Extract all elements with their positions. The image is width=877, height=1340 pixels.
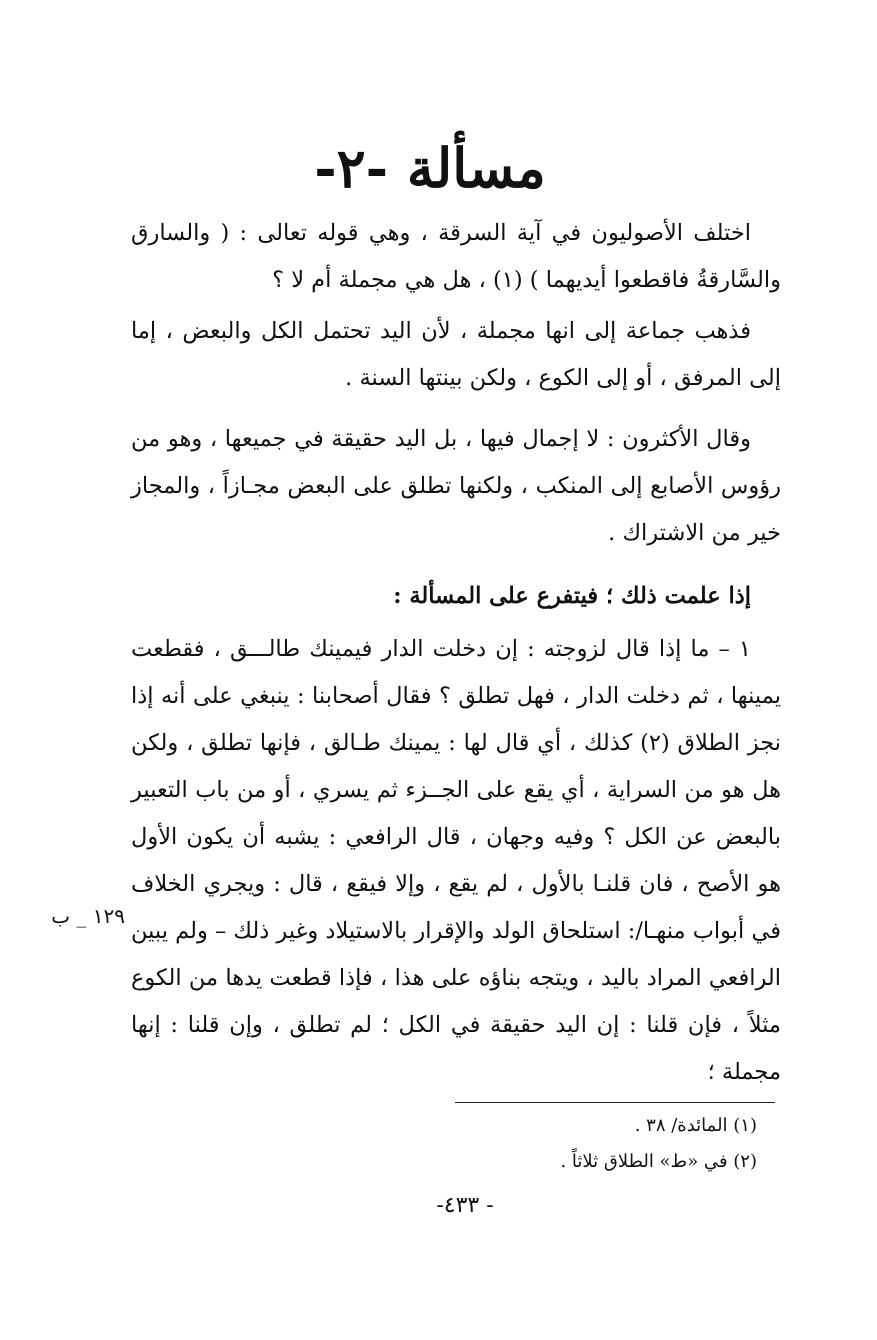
page-number: - ٤٣٣- <box>436 1193 494 1218</box>
paragraph-4: ١ – ما إذا قال لزوجته : إن دخلت الدار فيمينك طالـــق ، فقطعت يمينها ، ثم دخلت الدار ، فهل تطلق ؟ فقال أصحابنا : ينبغي على أنه إذا نجز الطلاق (٢) كذلك ، أي قال لها : يمينك طـالق ، فإنها تطلق ، ولكن هل هو من السراية ، أي يقع على الجــزء ثم يسري ، أو من باب التعبير بالبعض عن الكل ؟ وفيه وجهان ، قال الرافعي : يشبه أن يكون الأول هو الأصح ، فان قلنـا بالأول ، لم يقع ، وإلا فيقع ، قال : ويجري الخلاف في أبواب منهـا/: استلحاق الولد والإقرار بالاستيلاد وغير ذلك – ولم يبين الرافعي المراد باليد ، ويتجه بناؤه على هذا ، فإذا قطعت يدها من الكوع مثلاً ، فإن قلنا : إن اليد حقيقة في الكل ؛ لم تطلق ، وإن قلنا : إنها مجملة ؛ <box>131 636 781 1085</box>
paragraph-2: فذهب جماعة إلى انها مجملة ، لأن اليد تحتمل الكل والبعض ، إما إلى المرفق ، أو إلى الكوع ، ولكن بينتها السنة . <box>131 318 781 391</box>
footnotes <box>437 1108 757 1180</box>
footnote-divider <box>455 1102 775 1103</box>
paragraph-3: وقال الأكثرون : لا إجمال فيها ، بل اليد حقيقة في جميعها ، وهو من رؤوس الأصابع إلى المنكب ، ولكنها تطلق على البعض مجـازاً ، والمجاز خير من الاشتراك . <box>131 426 781 546</box>
margin-folio-reference: ١٢٩ _ ب <box>51 904 125 928</box>
page-title: مسألة -٢- <box>314 136 546 200</box>
footnote-1: (١) المائدة/ ٣٨ . <box>634 1115 757 1136</box>
body-text <box>131 210 781 1096</box>
section-heading: إذا علمت ذلك ؛ فيتفرع على المسألة : <box>393 583 751 609</box>
paragraph-1: اختلف الأصوليون في آية السرقة ، وهي قوله تعالى : ( والسارق والسَّارقةُ فاقطعوا أيديهما ) (١) ، هل هي مجملة أم لا ؟ <box>131 220 781 293</box>
footnote-2: (٢) في «ط» الطلاق ثلاثاً . <box>560 1151 757 1172</box>
